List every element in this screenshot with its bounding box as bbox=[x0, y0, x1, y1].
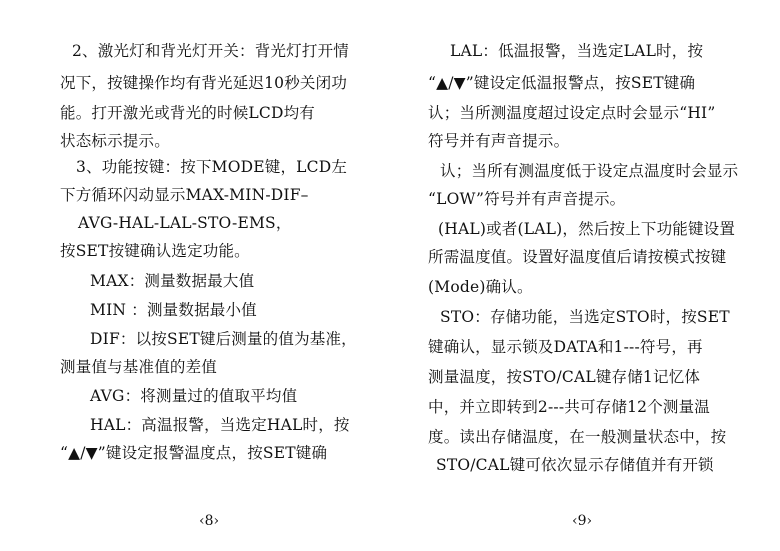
text-line: 下方循环闪动显示MAX-MIN-DIF– bbox=[60, 186, 309, 204]
text-line: 按SET按键确认选定功能。 bbox=[60, 242, 250, 260]
text-line: (Mode)确认。 bbox=[428, 278, 533, 296]
text-line: 所需温度值。设置好温度值后请按模式按键 bbox=[428, 248, 727, 266]
text-line: 能。打开激光或背光的时候LCD均有 bbox=[60, 104, 315, 122]
text-line: 2、激光灯和背光灯开关：背光灯打开情 bbox=[72, 42, 349, 60]
text-line: “▲/▼”键设定报警温度点，按SET键确 bbox=[60, 444, 328, 462]
text-line: 认；当所有测温度低于设定点温度时会显示 bbox=[440, 162, 739, 180]
text-line: STO/CAL键可依次显示存储值并有开锁 bbox=[436, 456, 714, 474]
text-line: 键确认，显示锁及DATA和1---符号，再 bbox=[428, 338, 703, 356]
page-number: ‹8› bbox=[199, 513, 220, 529]
text-line: AVG-HAL-LAL-STO-EMS， bbox=[78, 214, 292, 232]
text-line: 况下，按键操作均有背光延迟10秒关闭功 bbox=[60, 74, 348, 92]
text-line: MAX：测量数据最大值 bbox=[90, 272, 255, 290]
text-line: DIF：以按SET键后测量的值为基准， bbox=[90, 330, 357, 348]
right-page bbox=[390, 0, 780, 551]
text-line: HAL：高温报警，当选定HAL时，按 bbox=[90, 416, 350, 434]
text-line: 3、功能按键：按下MODE键，LCD左 bbox=[76, 158, 348, 176]
text-line: 认；当所测温度超过设定点时会显示“HI” bbox=[428, 104, 716, 122]
text-line: 度。读出存储温度，在一般测量状态中，按 bbox=[428, 428, 727, 446]
text-line: 测量值与基准值的差值 bbox=[60, 358, 218, 376]
text-line: “LOW”符号并有声音提示。 bbox=[428, 190, 626, 208]
text-line: “▲/▼”键设定低温报警点，按SET键确 bbox=[428, 74, 696, 92]
text-line: (HAL)或者(LAL)，然后按上下功能键设置 bbox=[438, 220, 736, 238]
text-line: MIN ：测量数据最小值 bbox=[90, 301, 257, 319]
text-line: LAL：低温报警，当选定LAL时，按 bbox=[450, 42, 704, 60]
page-number: ‹9› bbox=[572, 513, 593, 529]
text-line: AVG：将测量过的值取平均值 bbox=[90, 387, 298, 405]
text-line: 状态标示提示。 bbox=[60, 132, 170, 150]
text-line: 符号并有声音提示。 bbox=[428, 132, 570, 150]
text-line: 测量温度，按STO/CAL键存储1记忆体 bbox=[428, 368, 701, 386]
text-line: STO：存储功能，当选定STO时，按SET bbox=[440, 308, 730, 326]
text-line: 中，并立即转到2---共可存储12个测量温 bbox=[428, 398, 710, 416]
